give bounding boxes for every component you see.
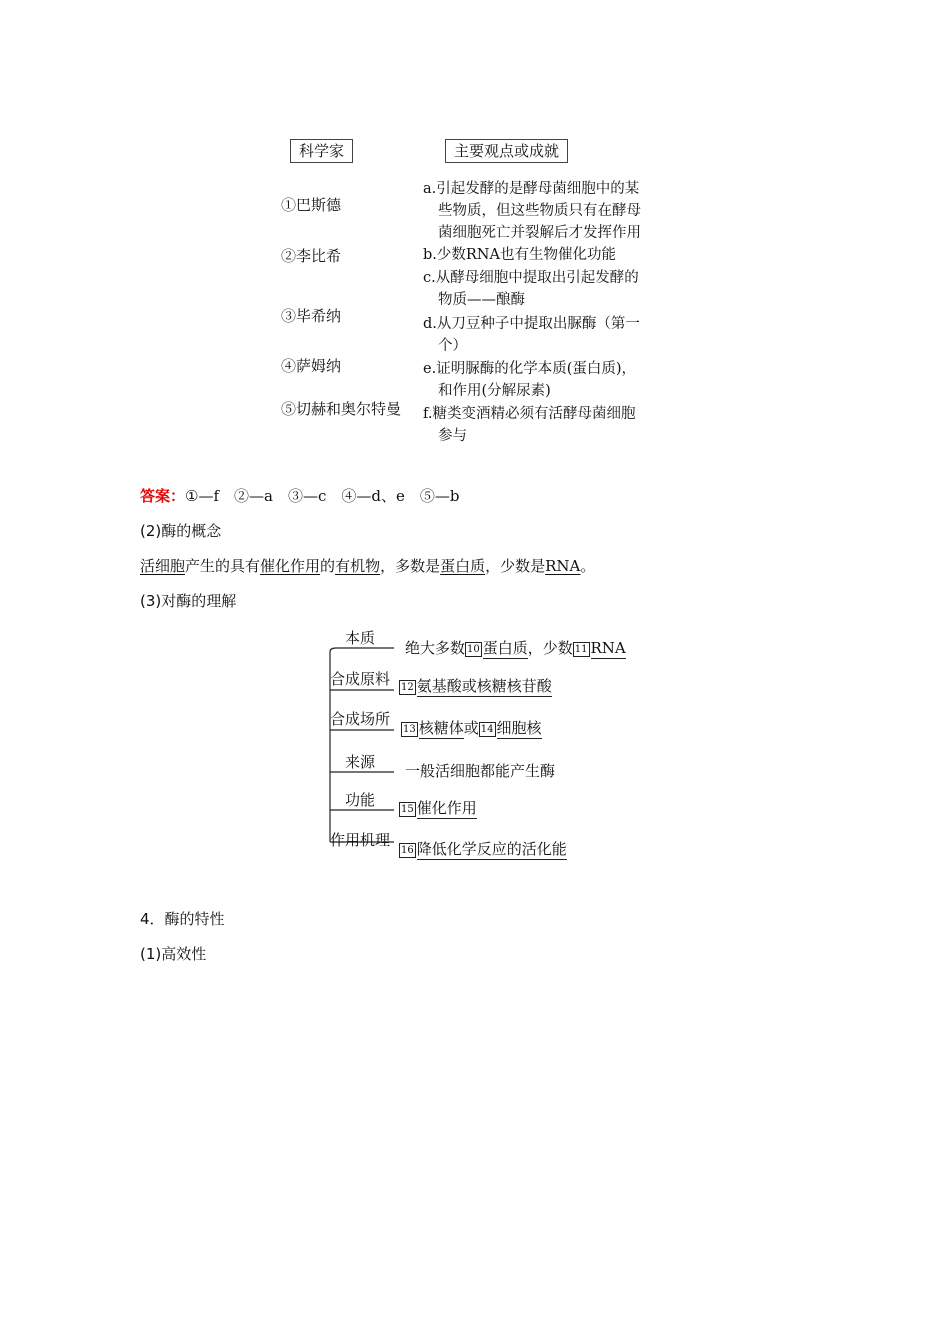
blank-answer: 活细胞 <box>140 557 186 575</box>
diagram-answer: 催化作用 <box>416 799 477 817</box>
number-box: 10 <box>467 644 480 655</box>
achievement-line: e.证明脲酶的化学本质(蛋白质)， <box>423 361 637 377</box>
table-header-achievement: 主要观点或成就 <box>445 139 568 163</box>
diagram-label: 合成场所 <box>329 710 390 728</box>
diagram-value <box>405 761 555 781</box>
number-box: 12 <box>401 682 414 693</box>
diagram-value <box>405 638 626 658</box>
diagram-text: 绝大多数 <box>405 639 466 657</box>
diagram-answer: 氨基酸或核糖核苷酸 <box>416 677 552 695</box>
diagram-label: 作用机理 <box>329 831 390 849</box>
achievement-item <box>423 244 673 266</box>
diagram-text: ，少数 <box>527 639 573 657</box>
concept-text: 的 <box>320 557 336 575</box>
achievement-line: 参与 <box>438 428 467 444</box>
diagram-value <box>399 839 567 859</box>
diagram-label: 本质 <box>344 629 375 647</box>
number-box: 15 <box>401 804 414 815</box>
diagram-label: 来源 <box>344 753 375 771</box>
blank-answer: 蛋白质 <box>440 557 486 575</box>
blank-answer: 有机物 <box>335 557 381 575</box>
scientist-item: ②李比希 <box>281 247 342 265</box>
concept-paragraph <box>140 555 595 577</box>
scientist-item: ⑤切赫和奥尔特曼 <box>281 400 402 418</box>
blank-answer: 催化作用 <box>260 557 321 575</box>
number-box: 11 <box>574 644 588 655</box>
answer-label: 答案： <box>140 487 186 505</box>
scientist-item: ①巴斯德 <box>281 196 342 214</box>
scientist-item: ④萨姆纳 <box>281 357 342 375</box>
achievement-item <box>423 358 673 402</box>
number-box: 14 <box>480 724 494 735</box>
achievement-line: 物质——酿酶 <box>438 292 525 308</box>
blank-answer: RNA <box>545 557 581 575</box>
table-header-scientist: 科学家 <box>290 139 353 163</box>
achievement-line: b.少数RNA也有生物催化功能 <box>423 247 616 263</box>
achievement-item <box>423 178 673 244</box>
achievement-line: 和作用(分解尿素) <box>438 383 551 399</box>
achievement-item <box>423 313 673 357</box>
diagram-value <box>399 798 477 818</box>
diagram-label: 合成原料 <box>329 670 390 688</box>
concept-text: 产生的具有 <box>185 557 261 575</box>
section4-sub-heading: (1)高效性 <box>140 945 207 963</box>
diagram-answer: 蛋白质 <box>482 639 528 657</box>
diagram-text: 一般活细胞都能产生酶 <box>405 762 556 780</box>
scientist-item: ③毕希纳 <box>281 307 342 325</box>
answer-line <box>140 485 459 507</box>
achievement-line: 些物质，但这些物质只有在酵母 <box>438 203 641 219</box>
number-box: 16 <box>401 845 414 856</box>
concept-text: ，少数是 <box>485 557 546 575</box>
diagram-answer: RNA <box>590 639 626 657</box>
achievement-item <box>423 267 673 311</box>
number-box: 13 <box>403 724 416 735</box>
understanding-heading: (3)对酶的理解 <box>140 592 237 610</box>
diagram-text: 或 <box>463 719 479 737</box>
achievement-item <box>423 403 673 447</box>
concept-text: 。 <box>580 557 596 575</box>
diagram-value <box>399 676 552 696</box>
concept-text: ，多数是 <box>380 557 441 575</box>
achievement-line: 个） <box>438 338 467 354</box>
answer-text: ①—f ②—a ③—c ④—d、e ⑤—b <box>185 487 460 505</box>
diagram-label: 功能 <box>344 791 375 809</box>
diagram-answer: 细胞核 <box>496 719 542 737</box>
achievement-line: 菌细胞死亡并裂解后才发挥作用 <box>438 225 641 241</box>
section4-heading: 4．酶的特性 <box>140 910 225 928</box>
achievement-line: c.从酵母细胞中提取出引起发酵的 <box>423 270 639 286</box>
achievement-line: a.引起发酵的是酵母菌细胞中的某 <box>423 181 640 197</box>
diagram-answer: 降低化学反应的活化能 <box>416 840 567 858</box>
diagram-answer: 核糖体 <box>418 719 464 737</box>
achievement-line: f.糖类变酒精必须有活酵母菌细胞 <box>423 406 636 422</box>
concept-heading: (2)酶的概念 <box>140 522 222 540</box>
achievement-line: d.从刀豆种子中提取出脲酶（第一 <box>423 316 640 332</box>
diagram-value <box>401 718 542 738</box>
